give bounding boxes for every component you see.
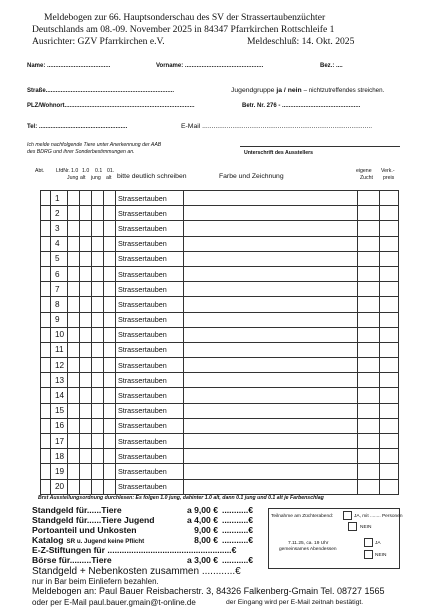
col-01-alt: 01. (107, 168, 115, 174)
c10-alt-cell[interactable] (80, 373, 92, 388)
header-deadline: Meldeschluß: 14. Okt. 2025 (247, 36, 355, 47)
contact-line-2-right: der Eingang wird per E-Mail zeitnah bestätigt. (226, 599, 364, 606)
fee-label-text: Börse für.........Tiere (32, 555, 112, 565)
c10-jung-cell[interactable] (68, 403, 80, 418)
nr-cell: 12 (51, 358, 68, 373)
eigene-zucht-cell[interactable] (358, 342, 380, 357)
abt-cell[interactable] (41, 388, 51, 403)
nr-cell: 10 (51, 327, 68, 342)
fee-label (32, 535, 144, 545)
farbe-cell[interactable] (184, 358, 358, 373)
farbe-cell[interactable] (184, 191, 358, 206)
c10-alt-cell[interactable] (80, 221, 92, 236)
table-row (41, 297, 399, 312)
c01-alt-cell[interactable] (104, 282, 116, 297)
rasse-cell: Strassertauben (116, 282, 184, 297)
abt-cell[interactable] (41, 206, 51, 221)
fee-label (32, 505, 122, 515)
rasse-cell: Strassertauben (116, 236, 184, 251)
fee-label-small: SR u. Jugend keine Pflicht (66, 538, 145, 545)
c01-jung-cell[interactable] (92, 221, 104, 236)
c10-alt-cell[interactable] (80, 282, 92, 297)
abt-cell[interactable] (41, 373, 51, 388)
eigene-zucht-cell[interactable] (358, 479, 380, 494)
rasse-cell: Strassertauben (116, 464, 184, 479)
signature-line[interactable] (240, 146, 400, 147)
rasse-cell: Strassertauben (116, 297, 184, 312)
nr-cell: 4 (51, 236, 68, 251)
eigene-zucht-cell[interactable] (358, 266, 380, 281)
abt-cell[interactable] (41, 327, 51, 342)
verkaufspreis-cell[interactable] (380, 358, 399, 373)
c10-jung-cell[interactable] (68, 464, 80, 479)
bez-field[interactable]: Bez.: .... (320, 63, 343, 69)
c01-alt-cell[interactable] (104, 388, 116, 403)
verkaufspreis-cell[interactable] (380, 388, 399, 403)
c10-jung-cell[interactable] (68, 434, 80, 449)
ja-checkbox-2[interactable] (364, 538, 373, 547)
fee-price: a 9,00 € (186, 505, 218, 515)
rasse-cell: Strassertauben (116, 206, 184, 221)
col-jung-1: Jung (67, 175, 79, 181)
table-row (41, 418, 399, 433)
rasse-cell: Strassertauben (116, 403, 184, 418)
c10-alt-cell[interactable] (80, 479, 92, 494)
c10-alt-cell[interactable] (80, 388, 92, 403)
ja-label-2: JA (375, 541, 381, 546)
nr-cell: 8 (51, 297, 68, 312)
col-abt: Abt. (35, 168, 45, 174)
farbe-cell[interactable] (184, 388, 358, 403)
table-row (41, 449, 399, 464)
rasse-cell: Strassertauben (116, 342, 184, 357)
c01-alt-cell[interactable] (104, 358, 116, 373)
contact-line-2-left: oder per E-Mail paul.bauer.gmain@t-online.de (32, 598, 196, 607)
verkaufspreis-cell[interactable] (380, 266, 399, 281)
c01-jung-cell[interactable] (92, 312, 104, 327)
verkaufspreis-cell[interactable] (380, 373, 399, 388)
rasse-cell: Strassertauben (116, 388, 184, 403)
c01-jung-cell[interactable] (92, 373, 104, 388)
table-row (41, 464, 399, 479)
eigene-zucht-cell[interactable] (358, 282, 380, 297)
c01-alt-cell[interactable] (104, 449, 116, 464)
abt-cell[interactable] (41, 342, 51, 357)
farbe-cell[interactable] (184, 403, 358, 418)
vorname-field[interactable]: Vorname: ............................................... (156, 63, 264, 69)
fee-label-text: Standgeld für......Tiere Jugend (32, 515, 155, 525)
table-row (41, 373, 399, 388)
c01-jung-cell[interactable] (92, 403, 104, 418)
rasse-cell: Strassertauben (116, 449, 184, 464)
nr-cell: 17 (51, 434, 68, 449)
c10-jung-cell[interactable] (68, 206, 80, 221)
farbe-cell[interactable] (184, 297, 358, 312)
teilnahme-label: Teilnahme am Züchterabend: (271, 514, 334, 519)
fee-total[interactable]: ...........€ (222, 525, 254, 535)
verkaufspreis-cell[interactable] (380, 282, 399, 297)
rasse-cell: Strassertauben (116, 191, 184, 206)
c10-alt-cell[interactable] (80, 251, 92, 266)
jugendgruppe-label: Jugendgruppe (231, 87, 275, 94)
fee-price: 9,00 € (194, 525, 218, 535)
table-row (41, 206, 399, 221)
c01-alt-cell[interactable] (104, 418, 116, 433)
c10-alt-cell[interactable] (80, 434, 92, 449)
nr-cell: 19 (51, 464, 68, 479)
c01-alt-cell[interactable] (104, 403, 116, 418)
col-zucht: Zucht (360, 175, 373, 181)
nein-checkbox-1[interactable] (348, 522, 357, 531)
fee-label (32, 515, 155, 525)
abt-cell[interactable] (41, 449, 51, 464)
verkaufspreis-cell[interactable] (380, 191, 399, 206)
table-row (41, 342, 399, 357)
abt-cell[interactable] (41, 403, 51, 418)
verkaufspreis-cell[interactable] (380, 221, 399, 236)
c10-alt-cell[interactable] (80, 342, 92, 357)
nr-cell: 5 (51, 251, 68, 266)
email-field[interactable]: E-Mail .......................................................................................... (181, 123, 373, 130)
name-field[interactable]: Name: ...................................... (27, 63, 111, 69)
abt-cell[interactable] (41, 358, 51, 373)
fee-label-text: Katalog (32, 535, 64, 545)
abt-cell[interactable] (41, 464, 51, 479)
c01-alt-cell[interactable] (104, 191, 116, 206)
abt-cell[interactable] (41, 266, 51, 281)
fee-label-text: E-Z-Stiftungen für ....................................................€ (32, 545, 237, 555)
eigene-zucht-cell[interactable] (358, 221, 380, 236)
table-row (41, 358, 399, 373)
table-row (41, 282, 399, 297)
c01-alt-cell[interactable] (104, 266, 116, 281)
farbe-cell[interactable] (184, 312, 358, 327)
ja-mit-checkbox[interactable] (343, 511, 352, 520)
table-row (41, 312, 399, 327)
col-lfdnr: LfdNr. (56, 168, 70, 174)
nein-checkbox-2[interactable] (364, 550, 373, 559)
eigene-zucht-cell[interactable] (358, 191, 380, 206)
eigene-zucht-cell[interactable] (358, 312, 380, 327)
abt-cell[interactable] (41, 236, 51, 251)
entries-table (40, 190, 399, 495)
tel-field[interactable]: Tel: ..................................................... (27, 124, 128, 130)
table-row (41, 479, 399, 494)
c10-jung-cell[interactable] (68, 251, 80, 266)
c10-alt-cell[interactable] (80, 403, 92, 418)
fee-label-text: Standgeld für......Tiere (32, 505, 122, 515)
c01-alt-cell[interactable] (104, 206, 116, 221)
farbe-cell[interactable] (184, 251, 358, 266)
table-row (41, 251, 399, 266)
eigene-zucht-cell[interactable] (358, 373, 380, 388)
c10-jung-cell[interactable] (68, 221, 80, 236)
eigene-zucht-cell[interactable] (358, 434, 380, 449)
farbe-cell[interactable] (184, 266, 358, 281)
col-verk: Verk.- (381, 168, 395, 174)
jugendgruppe-note: – nichtzutreffendes streichen. (303, 87, 385, 94)
nr-cell: 7 (51, 282, 68, 297)
rasse-cell: Strassertauben (116, 373, 184, 388)
c01-jung-cell[interactable] (92, 342, 104, 357)
table-row (41, 221, 399, 236)
eigene-zucht-cell[interactable] (358, 464, 380, 479)
betr-nr-field[interactable]: Betr. Nr. 276 - ............................................... (242, 103, 361, 109)
abt-cell[interactable] (41, 312, 51, 327)
nr-cell: 6 (51, 266, 68, 281)
table-row (41, 434, 399, 449)
c10-alt-cell[interactable] (80, 464, 92, 479)
rasse-cell: Strassertauben (116, 251, 184, 266)
abend-date: 7.11.25, ca. 19 Uhr (288, 541, 329, 546)
farbe-cell[interactable] (184, 464, 358, 479)
nr-cell: 20 (51, 479, 68, 494)
abt-cell[interactable] (41, 418, 51, 433)
rasse-cell: Strassertauben (116, 479, 184, 494)
col-schreiben: bitte deutlich schreiben (117, 173, 187, 180)
c01-jung-cell[interactable] (92, 236, 104, 251)
c10-jung-cell[interactable] (68, 282, 80, 297)
farbe-cell[interactable] (184, 373, 358, 388)
eigene-zucht-cell[interactable] (358, 358, 380, 373)
nein-label-1: NEIN (360, 525, 372, 530)
farbe-cell[interactable] (184, 479, 358, 494)
c01-alt-cell[interactable] (104, 479, 116, 494)
rasse-cell: Strassertauben (116, 358, 184, 373)
verkaufspreis-cell[interactable] (380, 449, 399, 464)
nr-cell: 14 (51, 388, 68, 403)
nr-cell: 2 (51, 206, 68, 221)
eigene-zucht-cell[interactable] (358, 403, 380, 418)
fee-total[interactable]: ...........€ (222, 515, 254, 525)
eigene-zucht-cell[interactable] (358, 327, 380, 342)
eigene-zucht-cell[interactable] (358, 236, 380, 251)
farbe-cell[interactable] (184, 434, 358, 449)
farbe-cell[interactable] (184, 342, 358, 357)
eigene-zucht-cell[interactable] (358, 388, 380, 403)
col-alt-2: alt (106, 175, 112, 181)
c10-alt-cell[interactable] (80, 327, 92, 342)
header-organizer: Ausrichter: GZV Pfarrkirchen e.V. (32, 36, 165, 47)
c01-jung-cell[interactable] (92, 206, 104, 221)
nr-cell: 3 (51, 221, 68, 236)
fee-label (32, 545, 236, 555)
c01-jung-cell[interactable] (92, 418, 104, 433)
c10-jung-cell[interactable] (68, 449, 80, 464)
c01-jung-cell[interactable] (92, 358, 104, 373)
verkaufspreis-cell[interactable] (380, 312, 399, 327)
c10-jung-cell[interactable] (68, 479, 80, 494)
rasse-cell: Strassertauben (116, 434, 184, 449)
aab-line-2: des BDRG und ihrer Sonderbestimmungen an. (27, 149, 135, 155)
c10-jung-cell[interactable] (68, 418, 80, 433)
abt-cell[interactable] (41, 297, 51, 312)
farbe-cell[interactable] (184, 327, 358, 342)
c01-jung-cell[interactable] (92, 434, 104, 449)
c01-alt-cell[interactable] (104, 464, 116, 479)
c01-alt-cell[interactable] (104, 312, 116, 327)
abt-cell[interactable] (41, 191, 51, 206)
farbe-cell[interactable] (184, 206, 358, 221)
table-row (41, 403, 399, 418)
c10-alt-cell[interactable] (80, 191, 92, 206)
contact-line-1: Meldebogen an: Paul Bauer Reisbacherstr. 3, 84326 Falkenberg-Gmain Tel. 08727 1565 (32, 586, 385, 596)
c01-alt-cell[interactable] (104, 221, 116, 236)
c10-jung-cell[interactable] (68, 327, 80, 342)
col-10-jung: 1.0 (71, 168, 79, 174)
c01-alt-cell[interactable] (104, 327, 116, 342)
abt-cell[interactable] (41, 221, 51, 236)
verkaufspreis-cell[interactable] (380, 418, 399, 433)
rasse-cell: Strassertauben (116, 418, 184, 433)
farbe-cell[interactable] (184, 282, 358, 297)
col-10-alt: 1.0 (82, 168, 90, 174)
verkaufspreis-cell[interactable] (380, 251, 399, 266)
c10-alt-cell[interactable] (80, 418, 92, 433)
col-preis: preis (383, 175, 395, 181)
nr-cell: 18 (51, 449, 68, 464)
fee-total[interactable]: ...........€ (222, 555, 254, 565)
c01-jung-cell[interactable] (92, 266, 104, 281)
verkaufspreis-cell[interactable] (380, 297, 399, 312)
table-row (41, 191, 399, 206)
c01-jung-cell[interactable] (92, 191, 104, 206)
nr-cell: 13 (51, 373, 68, 388)
col-farbe: Farbe und Zeichnung (219, 173, 284, 180)
c10-jung-cell[interactable] (68, 342, 80, 357)
c01-alt-cell[interactable] (104, 251, 116, 266)
header-line-2: Deutschlands am 08.-09. November 2025 in 84347 Pfarrkirchen Rottschleife 1 (32, 24, 335, 35)
nr-cell: 15 (51, 403, 68, 418)
col-eigene: eigene (356, 168, 372, 174)
c10-jung-cell[interactable] (68, 312, 80, 327)
farbe-cell[interactable] (184, 449, 358, 464)
table-row (41, 236, 399, 251)
eigene-zucht-cell[interactable] (358, 251, 380, 266)
cash-note: nur in Bar beim Einliefern bezahlen. (32, 577, 159, 586)
fee-label (32, 525, 137, 535)
c10-alt-cell[interactable] (80, 312, 92, 327)
fee-price: 8,00 € (194, 535, 218, 545)
c01-jung-cell[interactable] (92, 297, 104, 312)
verkaufspreis-cell[interactable] (380, 342, 399, 357)
fee-label-text: Portoanteil und Unkosten (32, 525, 137, 535)
rasse-cell: Strassertauben (116, 312, 184, 327)
c01-alt-cell[interactable] (104, 434, 116, 449)
eigene-zucht-cell[interactable] (358, 297, 380, 312)
col-01-jung: 0.1 (95, 168, 103, 174)
jugendgruppe-text (231, 87, 384, 94)
c10-jung-cell[interactable] (68, 388, 80, 403)
order-note: Brst Ausstellungsordnung durchlesen: Es folgen 1.0 jung, dahinter 1.0 alt, dann 0.1 jung und 0.1 alt je Farbenschlag (38, 495, 324, 501)
nr-cell: 1 (51, 191, 68, 206)
c01-jung-cell[interactable] (92, 282, 104, 297)
c10-jung-cell[interactable] (68, 373, 80, 388)
c10-alt-cell[interactable] (80, 358, 92, 373)
fee-price: a 3,00 € (186, 555, 218, 565)
rasse-cell: Strassertauben (116, 327, 184, 342)
verkaufspreis-cell[interactable] (380, 464, 399, 479)
col-jung-2: jung (91, 175, 101, 181)
verkaufspreis-cell[interactable] (380, 206, 399, 221)
col-alt-1: alt (80, 175, 86, 181)
plz-wohnort-field[interactable]: PLZ/Wohnort.............................................................................. (27, 103, 195, 109)
header-line-1: Meldebogen zur 66. Hauptsonderschau des SV der Strassertaubenzüchter (44, 12, 326, 23)
eigene-zucht-cell[interactable] (358, 206, 380, 221)
verkaufspreis-cell[interactable] (380, 403, 399, 418)
verkaufspreis-cell[interactable] (380, 236, 399, 251)
farbe-cell[interactable] (184, 221, 358, 236)
c01-alt-cell[interactable] (104, 342, 116, 357)
c01-alt-cell[interactable] (104, 297, 116, 312)
table-row (41, 388, 399, 403)
c01-jung-cell[interactable] (92, 327, 104, 342)
nr-cell: 16 (51, 418, 68, 433)
c01-jung-cell[interactable] (92, 251, 104, 266)
verkaufspreis-cell[interactable] (380, 479, 399, 494)
c01-alt-cell[interactable] (104, 236, 116, 251)
nr-cell: 11 (51, 342, 68, 357)
fee-total[interactable]: ...........€ (222, 535, 254, 545)
c10-jung-cell[interactable] (68, 297, 80, 312)
fee-price: a 4,00 € (186, 515, 218, 525)
c10-alt-cell[interactable] (80, 297, 92, 312)
c10-alt-cell[interactable] (80, 449, 92, 464)
verkaufspreis-cell[interactable] (380, 327, 399, 342)
farbe-cell[interactable] (184, 418, 358, 433)
abend-label: gemeinsames Abendessen (279, 547, 337, 552)
nr-cell: 9 (51, 312, 68, 327)
ja-mit-label: JA, mit ........ Personen (354, 514, 403, 519)
c10-alt-cell[interactable] (80, 206, 92, 221)
abt-cell[interactable] (41, 479, 51, 494)
c10-jung-cell[interactable] (68, 358, 80, 373)
abt-cell[interactable] (41, 434, 51, 449)
c10-alt-cell[interactable] (80, 236, 92, 251)
eigene-zucht-cell[interactable] (358, 418, 380, 433)
c01-alt-cell[interactable] (104, 373, 116, 388)
c01-jung-cell[interactable] (92, 388, 104, 403)
rasse-cell: Strassertauben (116, 221, 184, 236)
signature-label: Unterschrift des Ausstellers (244, 150, 313, 156)
rasse-cell: Strassertauben (116, 266, 184, 281)
abt-cell[interactable] (41, 251, 51, 266)
c01-jung-cell[interactable] (92, 464, 104, 479)
fee-total[interactable]: ...........€ (222, 505, 254, 515)
total-line[interactable]: Standgeld + Nebenkosten zusammen ............€ (32, 566, 241, 577)
jugendgruppe-choice[interactable]: ja / nein (276, 87, 302, 94)
aab-line-1: Ich melde nachfolgende Tiere unter Anerkennung der AAB (27, 142, 162, 148)
c10-jung-cell[interactable] (68, 266, 80, 281)
c01-jung-cell[interactable] (92, 479, 104, 494)
abt-cell[interactable] (41, 282, 51, 297)
table-row (41, 266, 399, 281)
c01-jung-cell[interactable] (92, 449, 104, 464)
c10-alt-cell[interactable] (80, 266, 92, 281)
eigene-zucht-cell[interactable] (358, 449, 380, 464)
verkaufspreis-cell[interactable] (380, 434, 399, 449)
table-row (41, 327, 399, 342)
c10-jung-cell[interactable] (68, 236, 80, 251)
c10-jung-cell[interactable] (68, 191, 80, 206)
nein-label-2: NEIN (375, 553, 387, 558)
farbe-cell[interactable] (184, 236, 358, 251)
strasse-field[interactable]: Straße............................................................................. (27, 88, 175, 94)
fee-label (32, 555, 112, 565)
